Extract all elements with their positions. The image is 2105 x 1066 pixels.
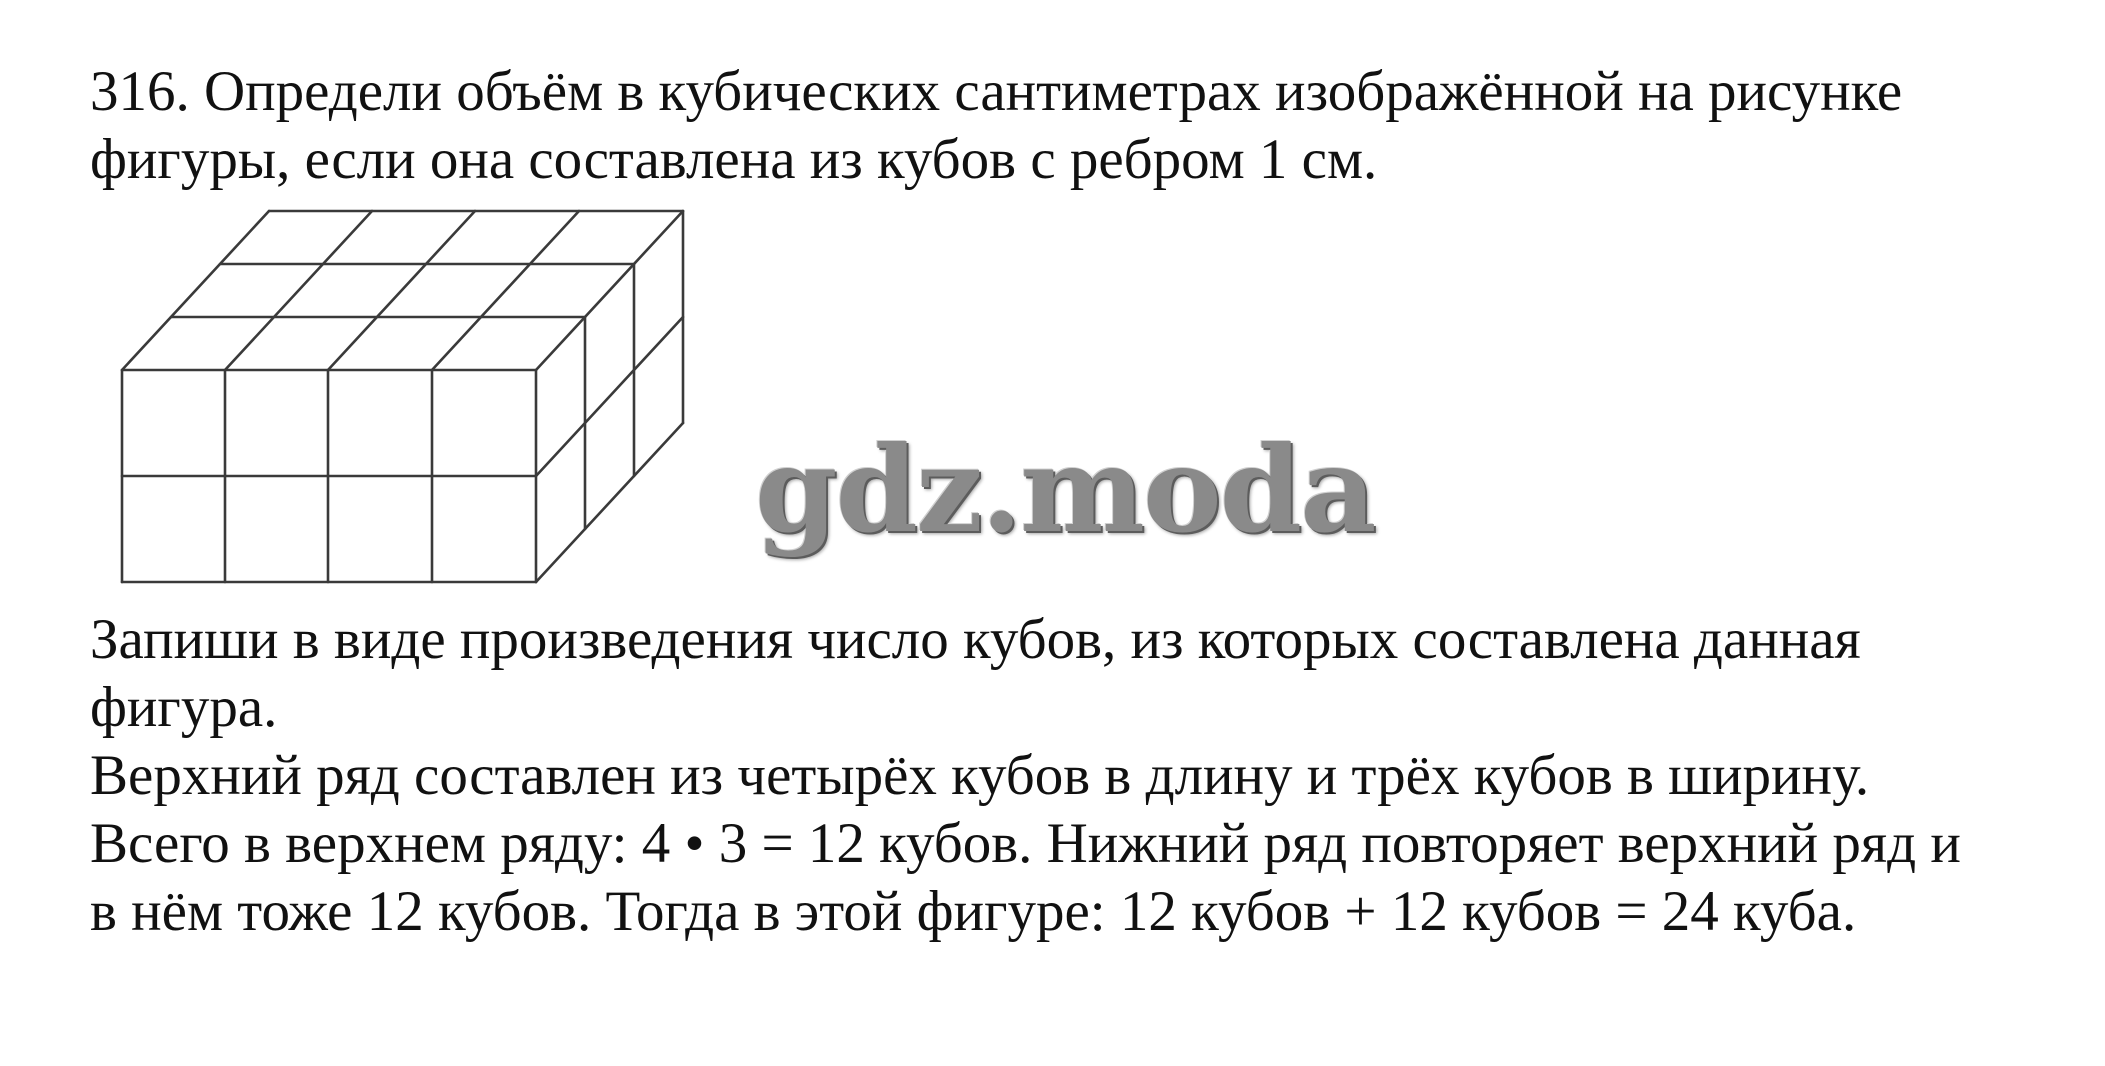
task-line-2: фигуры, если она составлена из кубов с ребром 1 см. — [90, 128, 1378, 191]
solution-line-2: фигура. — [90, 676, 278, 739]
side-depth-edge — [536, 317, 683, 476]
solution-line-3: Верхний ряд составлен из четырёх кубов в длину и трёх кубов в ширину. — [90, 744, 1870, 807]
solution-line-1: Запиши в виде произведения число кубов, из которых составлена данная — [90, 608, 1861, 671]
cube-grid-lines — [122, 211, 683, 582]
solution-line-5: в нём тоже 12 кубов. Тогда в этой фигуре: 12 кубов + 12 кубов = 24 куба. — [90, 880, 1857, 943]
task-line-1: 316. Определи объём в кубических сантиметрах изображённой на рисунке — [90, 60, 1903, 123]
side-depth-edge — [536, 423, 683, 582]
watermark: gdz.moda — [755, 420, 1375, 559]
solution-line-4: Всего в верхнем ряду: 4 • 3 = 12 кубов. Нижний ряд повторяет верхний ряд и — [90, 812, 1961, 875]
